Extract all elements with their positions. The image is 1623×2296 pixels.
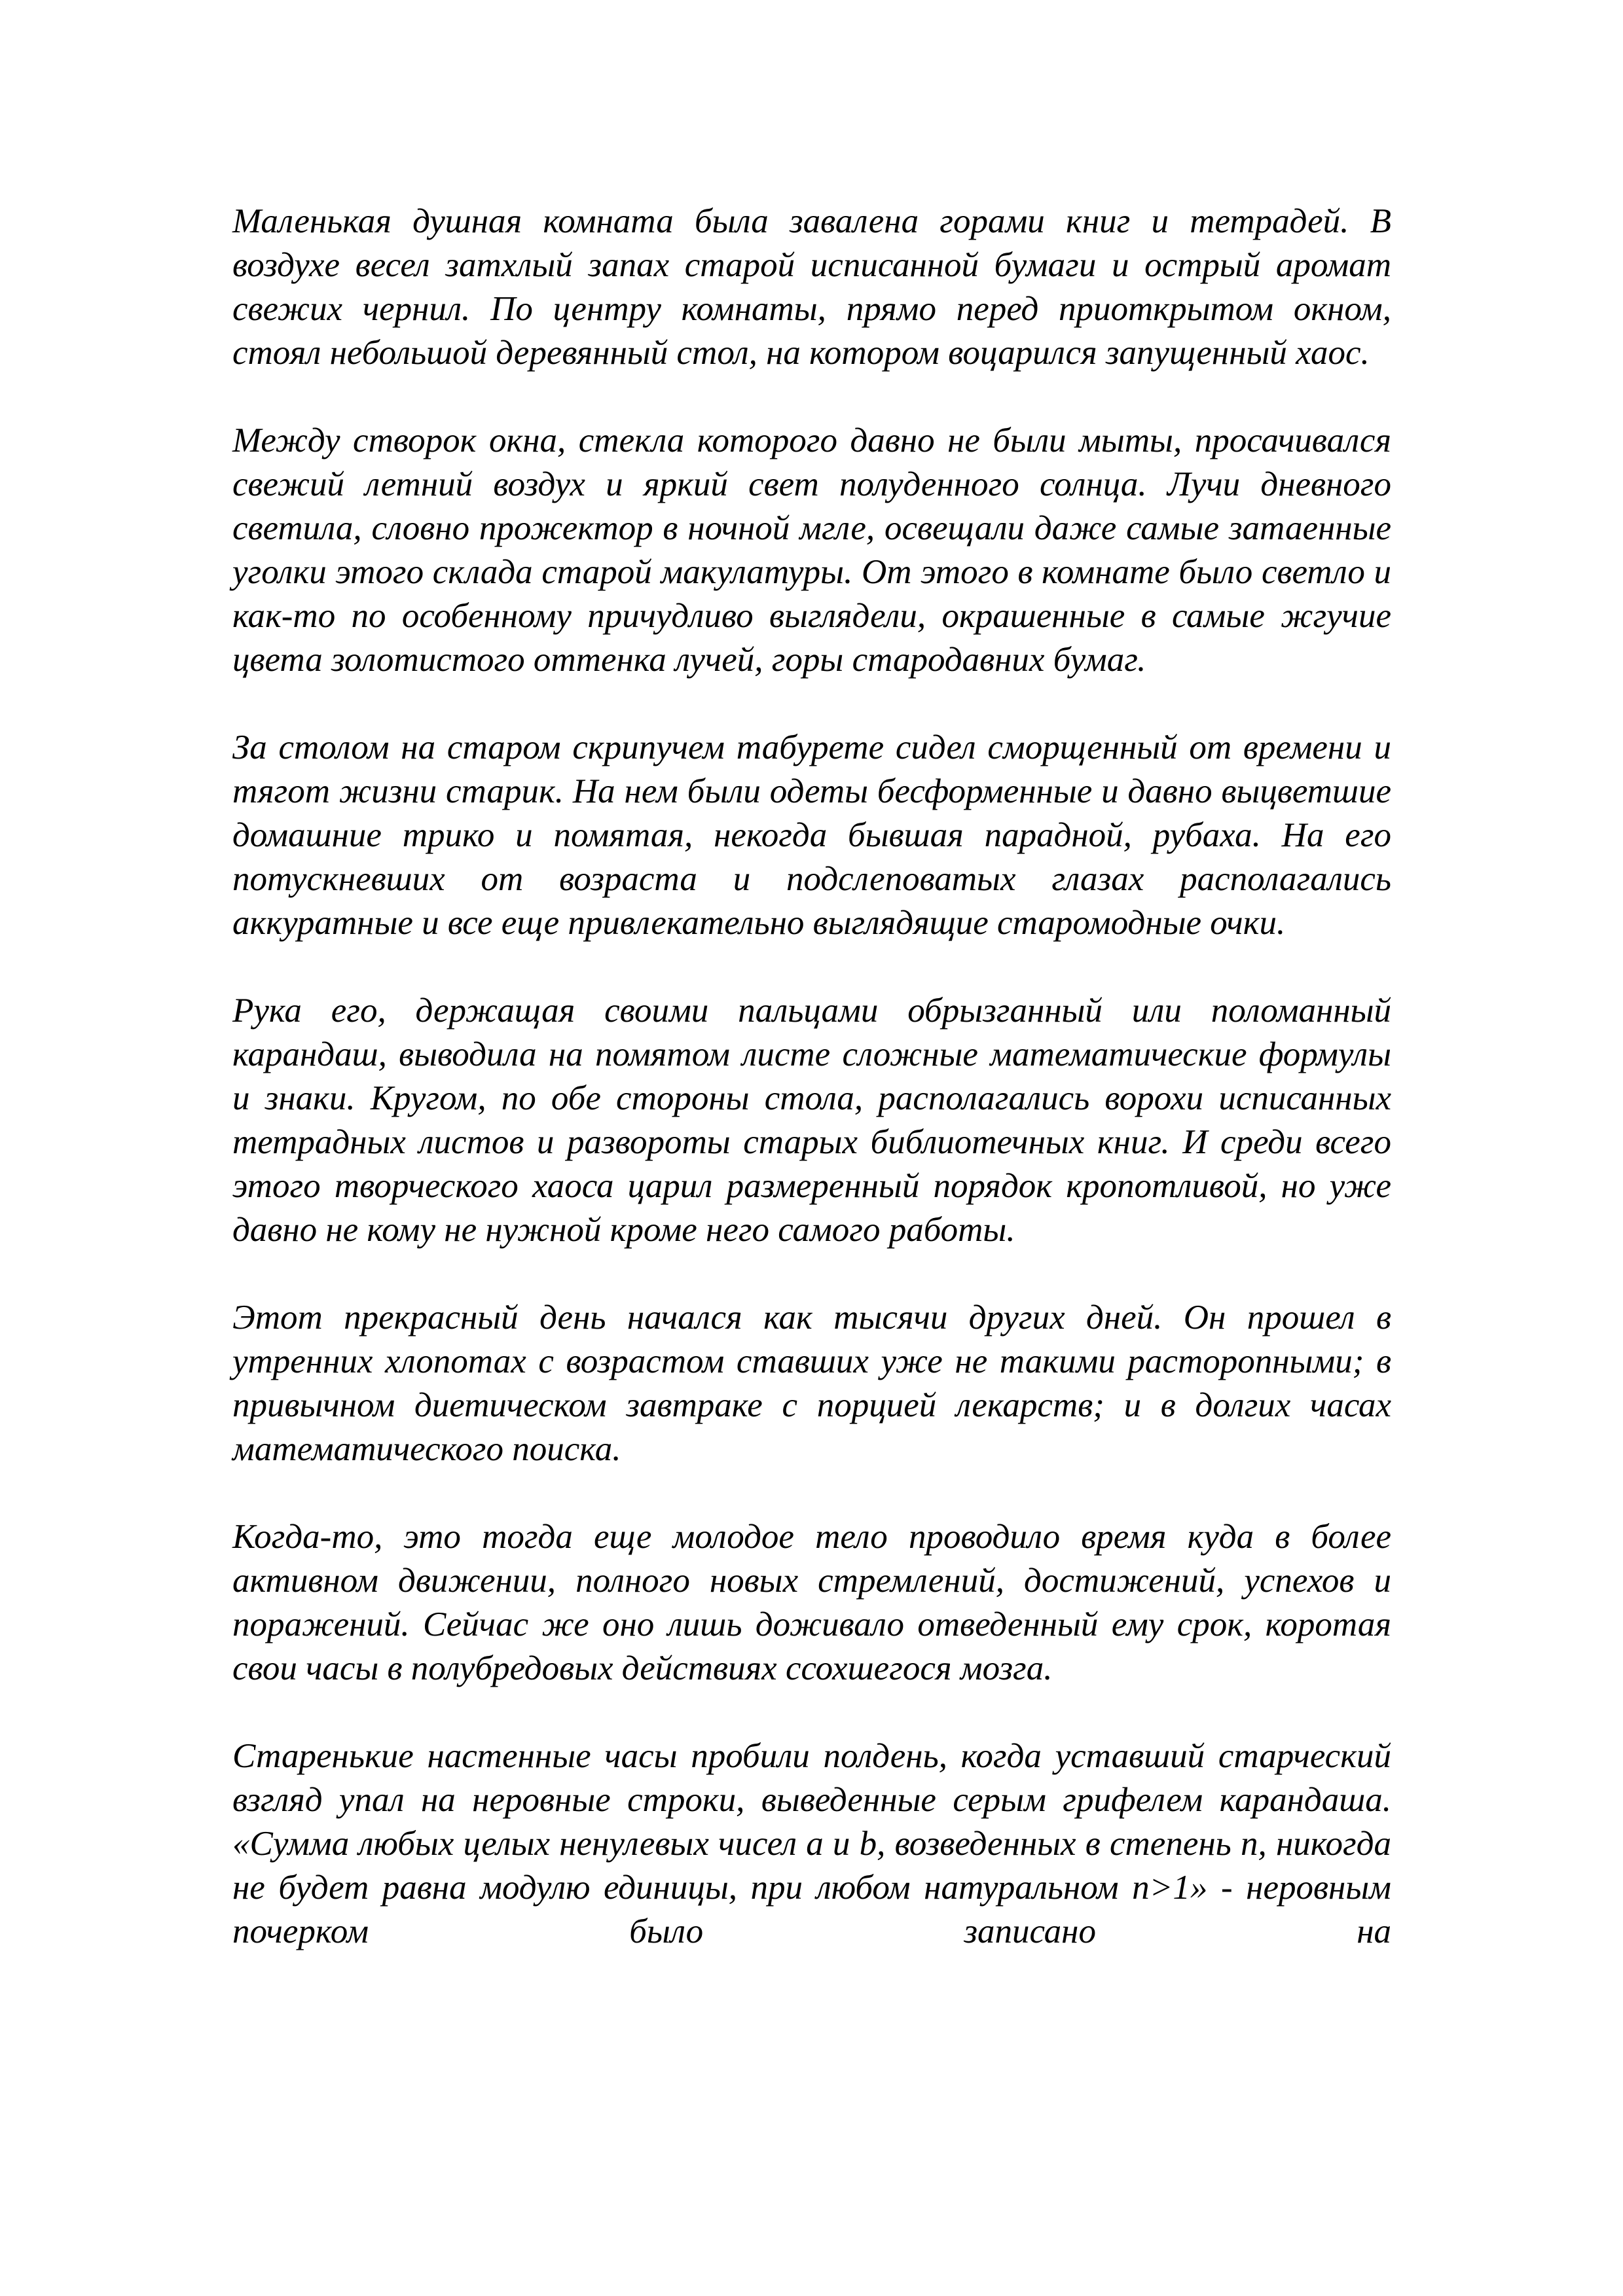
paragraph-2: Между створок окна, стекла которого давно не были мыты, просачивался свежий летний воздух и яркий свет полуденного солнца. Лучи дневного светила, словно прожектор в ночной мгле, освещали даже самые затаенные уголки этого склада старой макулатуры. От этого в комнате было светло и как-то по особенному причудливо выглядели, окрашенные в самые жгучие цвета золотистого оттенка лучей, горы стародавних бумаг.: [232, 422, 1391, 679]
paragraph-7: Старенькие настенные часы пробили полдень, когда уставший старческий взгляд упал на неровные строки, выведенные серым грифелем карандаша. «Сумма любых целых ненулевых чисел a и b, возведенных в степень n, никогда не будет равна модулю единицы, при любом натуральном n>1» - неровным почерком было записано на: [232, 1737, 1391, 1950]
paragraph-5: Этот прекрасный день начался как тысячи других дней. Он прошел в утренних хлопотах с возрастом ставших уже не такими расторопными; в привычном диетическом завтраке с порцией лекарств; и в долгих часах математического поиска.: [232, 1299, 1391, 1468]
paragraph-6: Когда-то, это тогда еще молодое тело проводило время куда в более активном движении, полного новых стремлений, достижений, успехов и поражений. Сейчас же оно лишь доживало отведенный ему срок, коротая свои часы в полубредовых действиях ссохшегося мозга.: [232, 1518, 1391, 1687]
paragraph-3: За столом на старом скрипучем табурете сидел сморщенный от времени и тягот жизни старик. На нем были одеты бесформенные и давно выцветшие домашние трико и помятая, некогда бывшая парадной, рубаха. На его потускневших от возраста и подслеповатых глазах располагались аккуратные и все еще привлекательно выглядящие старомодные очки.: [232, 728, 1391, 942]
paragraph-1: Маленькая душная комната была завалена горами книг и тетрадей. В воздухе весел затхлый запах старой исписанной бумаги и острый аромат свежих чернил. По центру комнаты, прямо перед приоткрытом окном, стоял небольшой деревянный стол, на котором воцарился запущенный хаос.: [232, 202, 1391, 372]
document-body: [232, 200, 1391, 1954]
paragraph-4: Рука его, держащая своими пальцами обрызганный или поломанный карандаш, выводила на помятом листе сложные математические формулы и знаки. Кругом, по обе стороны стола, располагались ворохи исписанных тетрадных листов и развороты старых библиотечных книг. И среди всего этого творческого хаоса царил размеренный порядок кропотливой, но уже давно не кому не нужной кроме него самого работы.: [232, 992, 1391, 1249]
